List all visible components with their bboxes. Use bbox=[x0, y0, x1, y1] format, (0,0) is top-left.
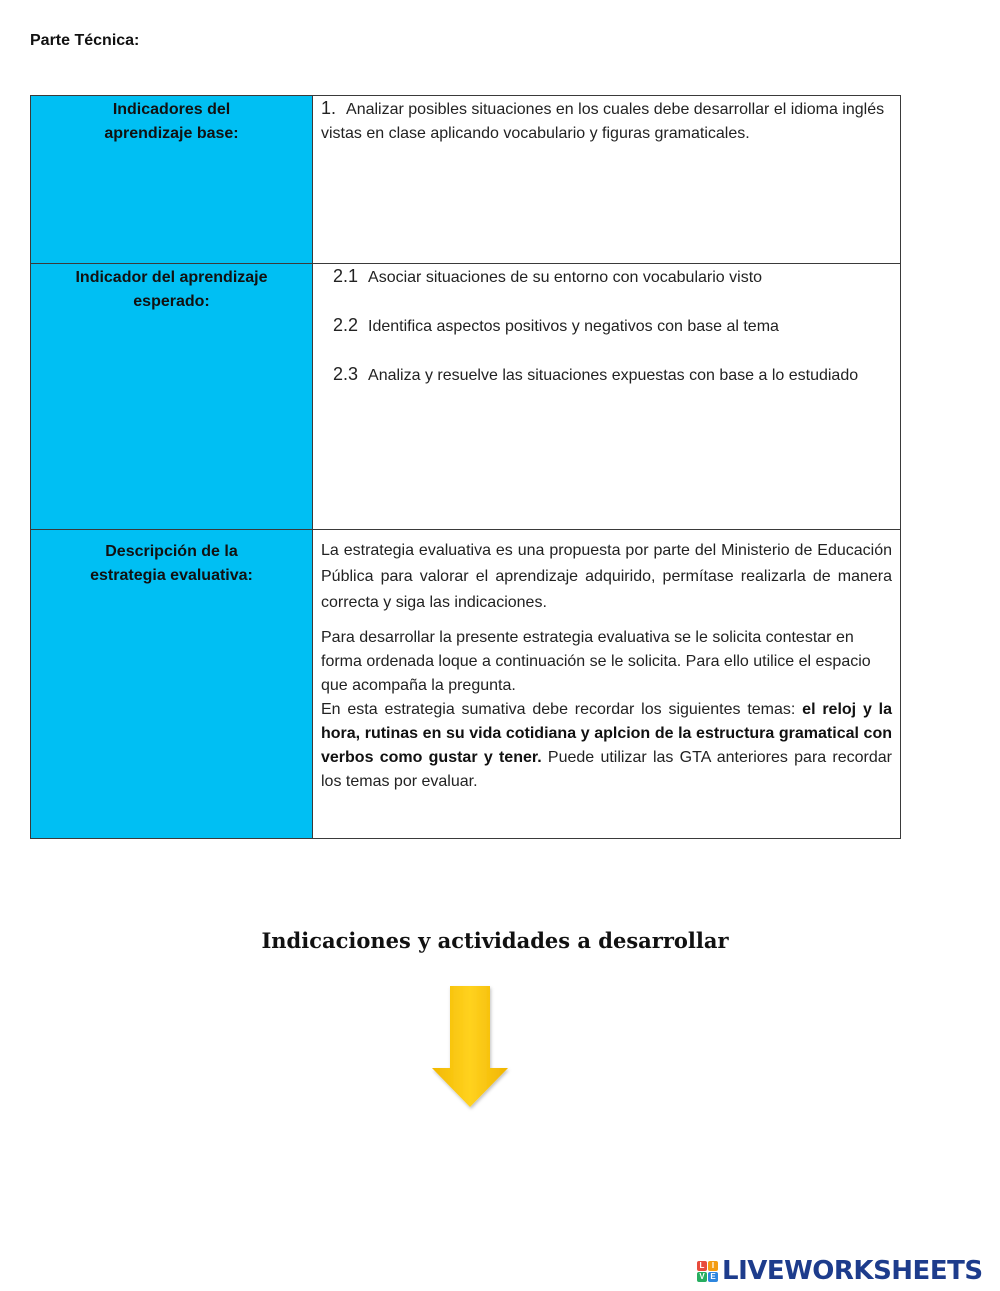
topics-outro: Puede utilizar las GTA anteriores para recordar los temas por evaluar. bbox=[321, 749, 893, 790]
logo-badge bbox=[697, 1261, 718, 1282]
row-label-cell bbox=[31, 530, 313, 839]
row-label: Indicadores del aprendizaje base: bbox=[104, 101, 239, 142]
description-paragraph: Para desarrollar la presente estrategia evaluativa se le solicita contestar en forma ordenada loque a continuación se le solicita. Para ello utilice el espacio que acompaña la pregunta. bbox=[321, 629, 871, 694]
logo-badge-letter: L bbox=[697, 1261, 707, 1271]
table-row bbox=[31, 96, 901, 264]
indicator-body: Analiza y resuelve las situaciones expuestas con base a lo estudiado bbox=[368, 367, 859, 384]
row-label-cell bbox=[31, 264, 313, 530]
indicator-body: Analizar posibles situaciones en los cuales debe desarrollar el idioma inglés vistas en clase aplicando vocabulario y figuras gramaticales. bbox=[321, 101, 885, 142]
row-value-cell bbox=[313, 530, 901, 839]
row-label: Indicador del aprendizaje esperado: bbox=[75, 269, 268, 310]
activities-heading: Indicaciones y actividades a desarrollar bbox=[261, 928, 729, 953]
section-title: Parte Técnica: bbox=[30, 32, 140, 49]
indicator-number: 2.1 bbox=[333, 266, 359, 286]
row-value-cell bbox=[313, 264, 901, 530]
logo-badge-letter: I bbox=[708, 1261, 718, 1271]
indicator-item bbox=[321, 362, 892, 388]
description-paragraph bbox=[321, 698, 892, 794]
indicator-number: 2.3 bbox=[333, 364, 359, 384]
indicator-number: 1. bbox=[321, 98, 337, 118]
row-value-cell bbox=[313, 96, 901, 264]
indicator-body: Identifica aspectos positivos y negativos con base al tema bbox=[368, 318, 779, 335]
down-arrow-icon bbox=[428, 983, 512, 1113]
indicator-item bbox=[321, 264, 892, 290]
indicator-item bbox=[321, 313, 892, 339]
row-label: Descripción de la estrategia evaluativa: bbox=[90, 543, 253, 584]
row-label-cell bbox=[31, 96, 313, 264]
indicators-table bbox=[30, 95, 901, 839]
description-paragraph: La estrategia evaluativa es una propuesta por parte del Ministerio de Educación Pública para valorar el aprendizaje adquirido, permítase realizarla de manera correcta y siga las indicaciones. bbox=[321, 542, 892, 611]
table-row bbox=[31, 264, 901, 530]
topics-list: el reloj y la hora, rutinas en su vida cotidiana y aplcion de la estructura gramatical con verbos como gustar y tener. bbox=[321, 701, 893, 766]
table-row bbox=[31, 530, 901, 839]
logo-badge-letter: V bbox=[697, 1272, 707, 1282]
liveworksheets-logo bbox=[697, 1256, 983, 1286]
logo-text: LIVEWORKSHEETS bbox=[722, 1256, 983, 1286]
topics-intro: En esta estrategia sumativa debe recordar los siguientes temas: bbox=[321, 701, 803, 718]
indicator-text bbox=[321, 98, 885, 142]
logo-badge-letter: E bbox=[708, 1272, 718, 1282]
indicator-body: Asociar situaciones de su entorno con vocabulario visto bbox=[368, 269, 763, 286]
indicator-number: 2.2 bbox=[333, 315, 359, 335]
